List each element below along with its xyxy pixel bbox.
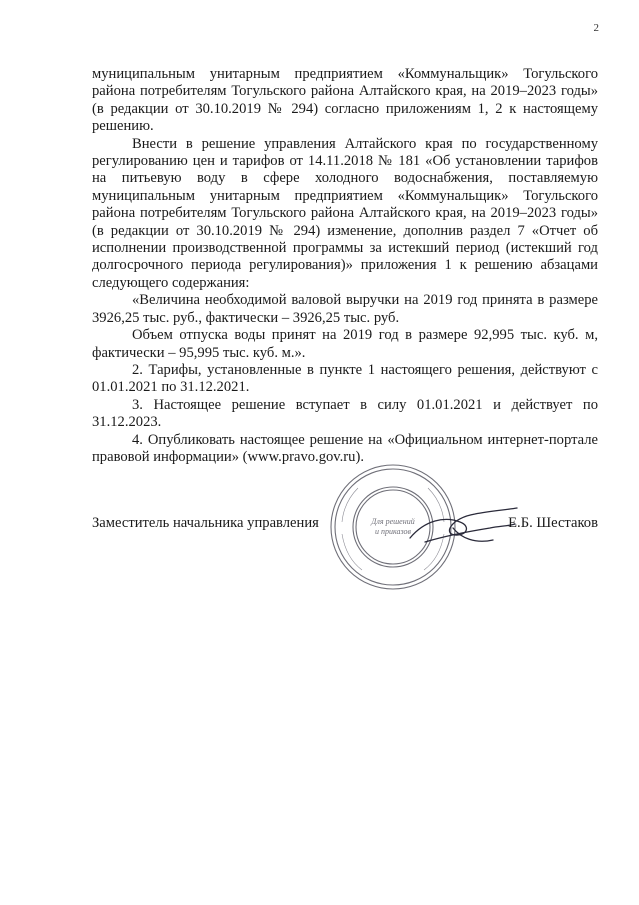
paragraph-water-volume: Объем отпуска воды принят на 2019 год в размере 92,995 тыс. куб. м, фактически – 95,995 тыс. куб. м.». — [92, 327, 598, 361]
page-number: 2 — [593, 22, 599, 34]
paragraph-item-2: 2. Тарифы, установленные в пункте 1 настоящего решения, действуют с 01.01.2021 по 31.12.2021. — [92, 361, 598, 396]
paragraph-amendment: Внести в решение управления Алтайского края по государственному регулированию цен и тарифов от 14.11.2018 № 181 «Об установлении тарифов на питьевую воду в сфере холодного водоснабжения, поставляемую муниципальным унитарным предприятием «Коммунальщик» Тогульского района потребителям Тогульского района Алтайского края, на 2019–2023 годы» (в редакции от 30.10.2019 № 294) изменение, дополнив раздел 7 «Отчет об исполнении производственной программы за истекший период (истекший год долгосрочного периода регулирования)» приложения 1 к решению абзацами следующего содержания: — [92, 135, 598, 291]
seal-center-line-2: и приказов — [374, 527, 412, 536]
seal-center-line-1: Для решений — [371, 517, 415, 526]
signatory-position: Заместитель начальника управления — [92, 515, 319, 531]
handwritten-signature — [405, 498, 520, 553]
paragraph-item-4: 4. Опубликовать настоящее решение на «Официальном интернет-портале правовой информации» (www.pravo.gov.ru). — [92, 431, 598, 465]
paragraph-continuation: муниципальным унитарным предприятием «Коммунальщик» Тогульского района потребителям Тогульского района Алтайского края, на 2019–2023 годы» (в редакции от 30.10.2019 № 294) согласно приложениям 1, 2 к настоящему решению. — [92, 66, 598, 135]
document-body — [92, 66, 598, 466]
signatory-name: Е.Б. Шестаков — [508, 515, 598, 531]
paragraph-revenue: «Величина необходимой валовой выручки на 2019 год принята в размере 3926,25 тыс. руб., фактически – 3926,25 тыс. руб. — [92, 292, 598, 326]
paragraph-item-3: 3. Настоящее решение вступает в силу 01.01.2021 и действует по 31.12.2023. — [92, 396, 598, 431]
